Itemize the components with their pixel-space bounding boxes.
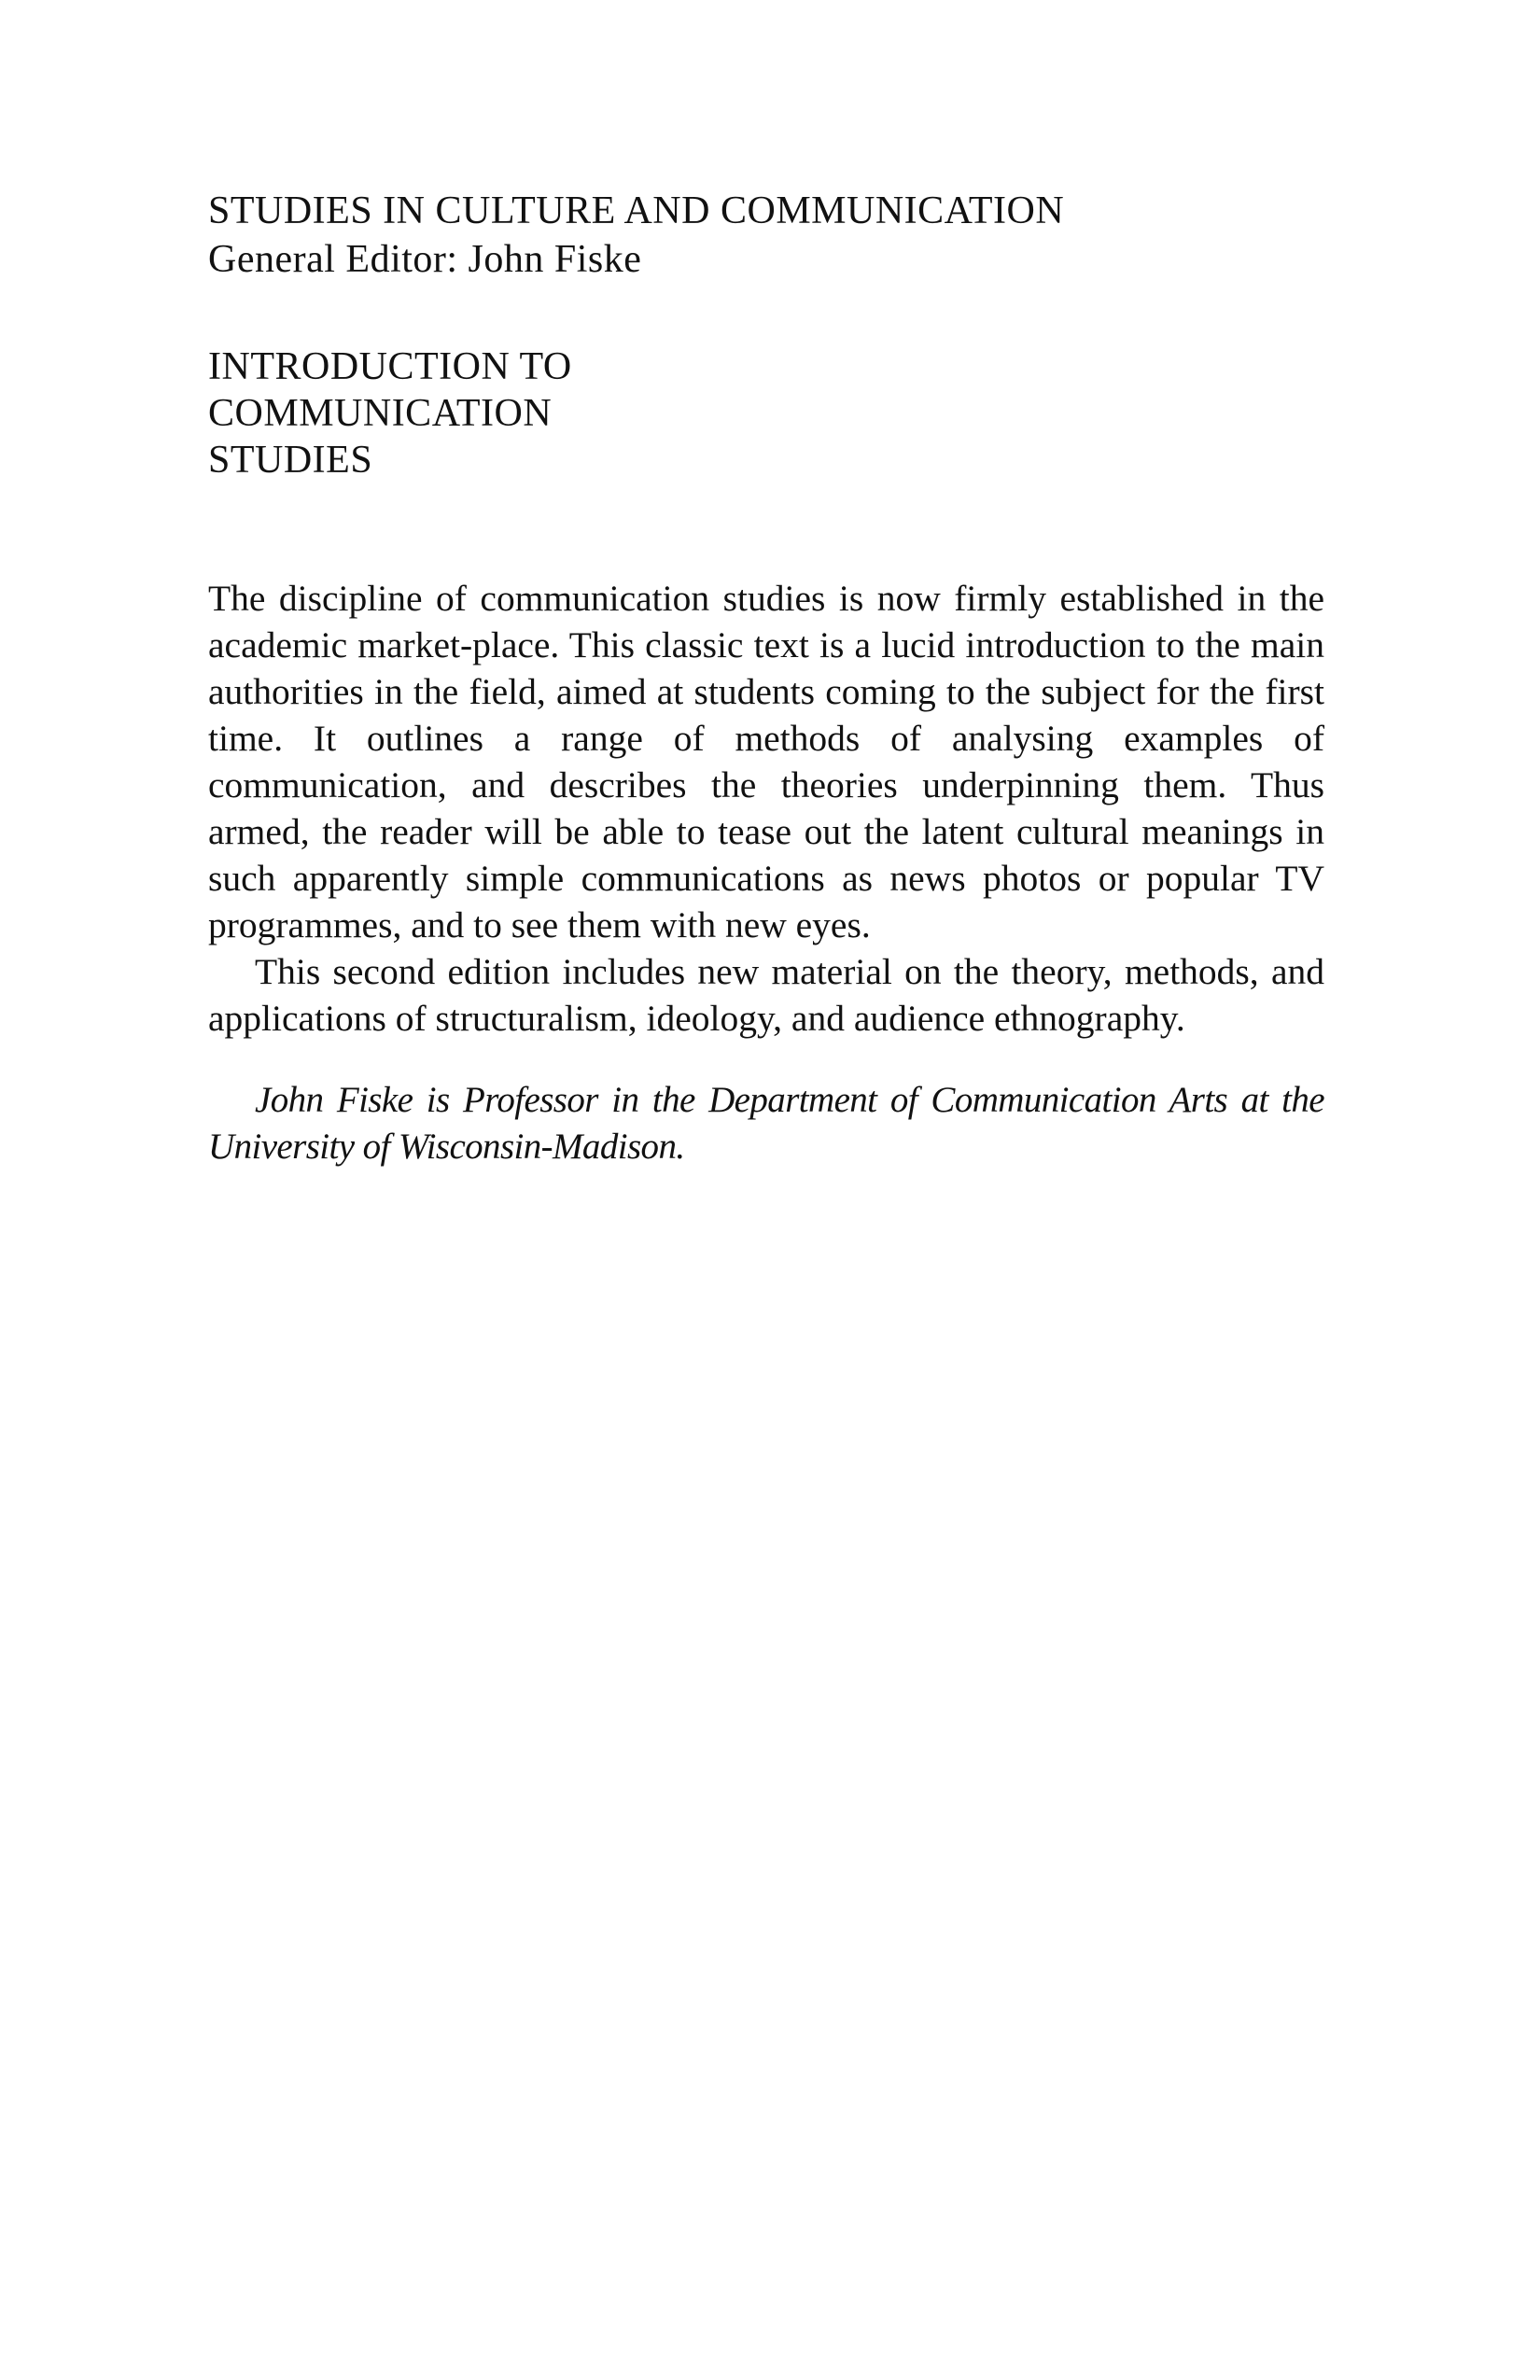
- book-title-line: INTRODUCTION TO: [208, 345, 572, 388]
- description-paragraph: This second edition includes new material on the theory, methods, and applications of structuralism, ideology, and audience ethnography.: [208, 951, 1324, 1039]
- series-editor: General Editor: John Fiske: [208, 238, 642, 281]
- description-paragraph: The discipline of communication studies is now firmly established in the academic market-place. This classic text is a lucid introduction to the main authorities in the field, aimed at students coming to the subject for the first time. It outlines a range of methods of analysing examples of communication, and describes the theories underpinning them. Thus armed, the reader will be able to tease out the latent cultural meanings in such apparently simple communications as news photos or popular TV programmes, and to see them with new eyes.: [208, 578, 1324, 945]
- book-title-line: STUDIES: [208, 439, 373, 482]
- series-header: [208, 187, 1324, 284]
- author-bio: John Fiske is Professor in the Department of Communication Arts at the University of Wisconsin-Madison.: [208, 1080, 1324, 1167]
- series-name: STUDIES IN CULTURE AND COMMUNICATION: [208, 189, 1065, 232]
- book-description: [208, 575, 1324, 1042]
- page-content: [208, 187, 1324, 1207]
- book-title: [208, 343, 1324, 483]
- book-title-line: COMMUNICATION: [208, 392, 553, 435]
